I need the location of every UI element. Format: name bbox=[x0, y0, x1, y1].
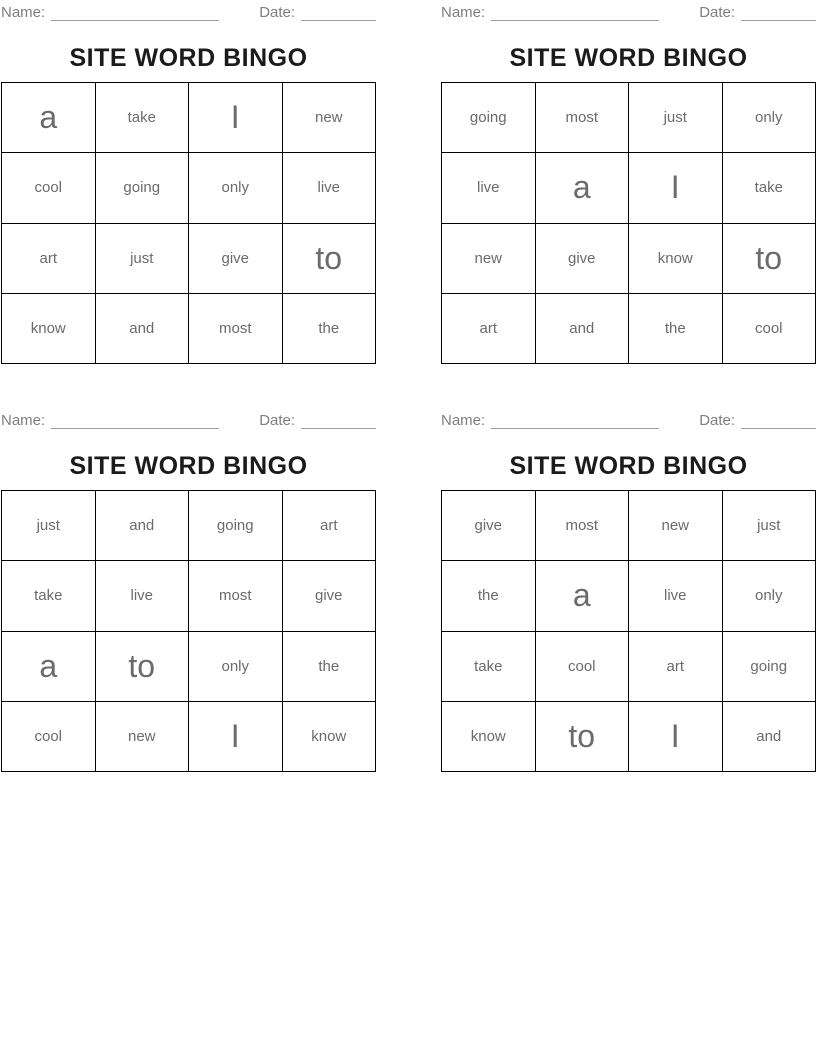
bingo-cell: only bbox=[723, 83, 816, 153]
bingo-cell: the bbox=[629, 294, 723, 364]
name-blank-line bbox=[491, 7, 659, 21]
bingo-card-4 bbox=[441, 412, 816, 772]
date-label: Date: bbox=[699, 412, 736, 429]
bingo-cell: take bbox=[442, 632, 536, 702]
card-title: SITE WORD BINGO bbox=[509, 452, 748, 480]
name-label: Name: bbox=[441, 412, 486, 429]
date-blank-line bbox=[301, 7, 376, 21]
bingo-grid bbox=[1, 490, 376, 772]
name-label: Name: bbox=[1, 4, 46, 21]
bingo-cell: take bbox=[2, 561, 96, 631]
bingo-cell: I bbox=[189, 83, 283, 153]
bingo-cell: new bbox=[283, 83, 377, 153]
bingo-cell: the bbox=[442, 561, 536, 631]
bingo-cell: going bbox=[442, 83, 536, 153]
bingo-cell: just bbox=[2, 491, 96, 561]
bingo-cell: the bbox=[283, 294, 377, 364]
bingo-cell: I bbox=[189, 702, 283, 772]
bingo-cell: to bbox=[283, 224, 377, 294]
bingo-cell: give bbox=[442, 491, 536, 561]
bingo-cell: a bbox=[536, 153, 630, 223]
bingo-cell: cool bbox=[536, 632, 630, 702]
bingo-cell: take bbox=[96, 83, 190, 153]
bingo-cell: give bbox=[536, 224, 630, 294]
bingo-cell: art bbox=[629, 632, 723, 702]
bingo-cell: live bbox=[629, 561, 723, 631]
bingo-cell: most bbox=[189, 294, 283, 364]
bingo-cell: live bbox=[442, 153, 536, 223]
date-label: Date: bbox=[259, 412, 296, 429]
date-label: Date: bbox=[699, 4, 736, 21]
bingo-cell: just bbox=[723, 491, 816, 561]
bingo-cell: new bbox=[442, 224, 536, 294]
bingo-cell: going bbox=[723, 632, 816, 702]
bingo-cell: give bbox=[189, 224, 283, 294]
bingo-cell: cool bbox=[2, 153, 96, 223]
bingo-cell: know bbox=[442, 702, 536, 772]
bingo-cell: to bbox=[96, 632, 190, 702]
bingo-cell: live bbox=[283, 153, 377, 223]
bingo-cell: new bbox=[96, 702, 190, 772]
bingo-cell: just bbox=[96, 224, 190, 294]
bingo-cell: most bbox=[189, 561, 283, 631]
bingo-cell: know bbox=[2, 294, 96, 364]
bingo-cell: going bbox=[96, 153, 190, 223]
date-blank-line bbox=[741, 7, 816, 21]
bingo-cell: and bbox=[96, 491, 190, 561]
bingo-cell: a bbox=[2, 83, 96, 153]
bingo-cell: know bbox=[283, 702, 377, 772]
bingo-cell: going bbox=[189, 491, 283, 561]
bingo-cell: and bbox=[723, 702, 816, 772]
bingo-grid bbox=[441, 490, 816, 772]
date-blank-line bbox=[301, 415, 376, 429]
bingo-cell: know bbox=[629, 224, 723, 294]
name-blank-line bbox=[491, 415, 659, 429]
bingo-cell: and bbox=[96, 294, 190, 364]
bingo-cell: most bbox=[536, 491, 630, 561]
bingo-cell: live bbox=[96, 561, 190, 631]
card-header bbox=[441, 4, 816, 21]
bingo-card-2 bbox=[441, 4, 816, 364]
bingo-cell: new bbox=[629, 491, 723, 561]
bingo-grid bbox=[1, 82, 376, 364]
bingo-cell: to bbox=[723, 224, 816, 294]
bingo-cell: a bbox=[536, 561, 630, 631]
bingo-cell: cool bbox=[2, 702, 96, 772]
name-blank-line bbox=[51, 415, 219, 429]
bingo-cell: to bbox=[536, 702, 630, 772]
bingo-cell: a bbox=[2, 632, 96, 702]
card-header bbox=[1, 412, 376, 429]
card-title: SITE WORD BINGO bbox=[69, 452, 308, 480]
bingo-cell: art bbox=[283, 491, 377, 561]
bingo-cell: only bbox=[189, 632, 283, 702]
bingo-cell: only bbox=[723, 561, 816, 631]
bingo-cell: art bbox=[442, 294, 536, 364]
bingo-grid bbox=[441, 82, 816, 364]
card-header bbox=[1, 4, 376, 21]
card-title: SITE WORD BINGO bbox=[69, 44, 308, 72]
bingo-cell: give bbox=[283, 561, 377, 631]
bingo-cell: cool bbox=[723, 294, 816, 364]
bingo-cell: take bbox=[723, 153, 816, 223]
bingo-cell: I bbox=[629, 702, 723, 772]
name-label: Name: bbox=[441, 4, 486, 21]
card-title: SITE WORD BINGO bbox=[509, 44, 748, 72]
bingo-cell: only bbox=[189, 153, 283, 223]
bingo-cell: and bbox=[536, 294, 630, 364]
name-label: Name: bbox=[1, 412, 46, 429]
name-blank-line bbox=[51, 7, 219, 21]
card-header bbox=[441, 412, 816, 429]
bingo-cell: just bbox=[629, 83, 723, 153]
bingo-cell: I bbox=[629, 153, 723, 223]
bingo-card-1 bbox=[1, 4, 376, 364]
bingo-cell: art bbox=[2, 224, 96, 294]
date-label: Date: bbox=[259, 4, 296, 21]
date-blank-line bbox=[741, 415, 816, 429]
bingo-card-3 bbox=[1, 412, 376, 772]
bingo-cell: the bbox=[283, 632, 377, 702]
bingo-cell: most bbox=[536, 83, 630, 153]
